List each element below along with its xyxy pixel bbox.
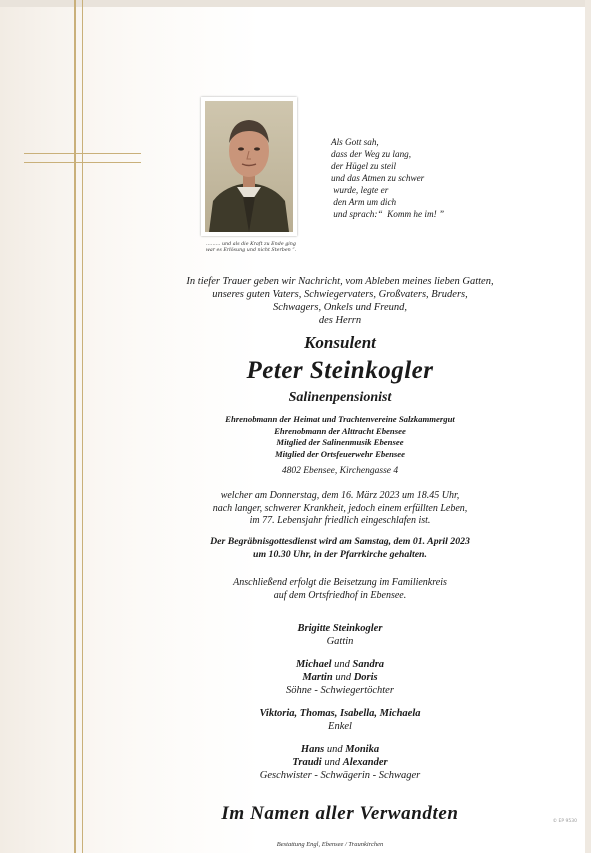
mourner-names-line <box>160 671 520 684</box>
photo-caption-line: ……… und als die Kraft zu Ende ging <box>206 242 296 247</box>
mourner-name: Traudi <box>292 757 322 768</box>
document-code: © EP 9530 <box>552 819 577 824</box>
mourner-names-line <box>160 658 520 671</box>
poem-line: Als Gott sah, <box>331 137 379 147</box>
poem-line: und das Atmen zu schwer <box>331 173 425 183</box>
burial-line: Anschließend erfolgt die Beisetzung im Familienkreis <box>233 577 447 588</box>
honor-line: Mitglied der Ortsfeuerwehr Ebensee <box>274 448 406 459</box>
intro-line: In tiefer Trauer geben wir Nachricht, vom Ableben meines lieben Gatten, <box>186 276 494 287</box>
mourner-name: Brigitte Steinkogler <box>297 623 383 634</box>
portrait-photo <box>201 97 297 236</box>
conjunction: und <box>335 672 352 683</box>
poem-line: und sprach:“ Komm he im! ” <box>331 209 445 219</box>
photo-caption <box>201 242 301 254</box>
mourner-name: Martin <box>302 672 333 683</box>
cross-vertical-line-thin <box>82 0 83 853</box>
mourner-name: Viktoria, Thomas, Isabella, Michaela <box>259 708 421 719</box>
mourner-relation: Geschwister - Schwägerin - Schwager <box>259 770 421 781</box>
intro-line: des Herrn <box>318 315 362 326</box>
mourner-relation: Enkel <box>328 721 352 732</box>
address: 4802 Ebensee, Kirchengasse 4 <box>281 466 399 476</box>
mourner-names-line <box>160 743 520 756</box>
funeral-line: um 10.30 Uhr, in der Pfarrkirche gehalten. <box>253 548 427 560</box>
mourners-list <box>160 622 520 792</box>
funeral-line: Der Begräbnisgottesdienst wird am Samstag, dem 01. April 2023 <box>210 536 470 547</box>
poem-line: den Arm um dich <box>331 197 397 207</box>
cross-horizontal-line <box>24 153 141 154</box>
poem-line: wurde, legte er <box>331 185 389 195</box>
page-top-edge <box>0 0 591 7</box>
honors-list <box>160 414 520 460</box>
conjunction: und <box>334 659 350 670</box>
mourner-group <box>160 658 520 697</box>
profession: Salinenpensionist <box>288 390 392 405</box>
passing-line: welcher am Donnerstag, dem 16. März 2023 um 18.45 Uhr, <box>220 490 460 501</box>
deceased-name: Peter Steinkogler <box>246 357 434 384</box>
mourner-group <box>160 743 520 782</box>
poem-line: der Hügel zu steil <box>331 161 397 171</box>
funeral-service-notice <box>160 536 520 561</box>
mourner-group <box>160 622 520 648</box>
honorary-title: Konsulent <box>304 333 376 352</box>
mourner-group <box>160 707 520 733</box>
passing-line: nach langer, schwerer Krankheit, jedoch einem erfüllten Leben, <box>212 502 468 514</box>
mourner-name: Michael <box>295 659 332 670</box>
conjunction: und <box>324 757 341 768</box>
mourner-name: Doris <box>353 672 378 683</box>
burial-notice <box>160 577 520 602</box>
honor-line: Mitglied der Salinenmusik Ebensee <box>276 437 404 447</box>
undertaker-credit: Bestattung Engl, Ebensee / Traunkirchen <box>276 841 384 848</box>
cross-vertical-line <box>74 0 76 853</box>
photo-caption-line: war es Erlösung und nicht Sterben “. <box>205 248 297 253</box>
mourner-relation: Gattin <box>326 636 354 647</box>
poem <box>331 136 491 220</box>
mourner-name: Alexander <box>342 757 388 768</box>
intro-line: Schwagers, Onkels und Freund, <box>272 302 408 313</box>
honor-line: Ehrenobmann der Heimat und Trachtenvereine Salzkammergut <box>225 414 455 424</box>
mourner-relation: Söhne - Schwiegertöchter <box>286 685 394 696</box>
mourner-names-line <box>160 756 520 769</box>
honor-line: Ehrenobmann der Alttracht Ebensee <box>274 425 406 436</box>
cross-horizontal-line-lower <box>24 162 141 163</box>
mourner-name: Hans <box>300 744 325 755</box>
mourner-name: Sandra <box>352 659 385 670</box>
announcement-intro <box>160 275 520 327</box>
conjunction: und <box>326 744 343 755</box>
mourner-name: Monika <box>345 744 380 755</box>
poem-line: dass der Weg zu lang, <box>331 149 412 159</box>
page-right-edge <box>585 0 591 853</box>
portrait-image <box>205 101 293 232</box>
intro-line: unseres guten Vaters, Schwiegervaters, Großvaters, Bruders, <box>212 289 468 300</box>
passing-notice <box>160 490 520 528</box>
closing-line: Im Namen aller Verwandten <box>221 803 459 824</box>
passing-line: im 77. Lebensjahr friedlich eingeschlafen ist. <box>249 515 431 526</box>
burial-line: auf dem Ortsfriedhof in Ebensee. <box>273 589 407 601</box>
